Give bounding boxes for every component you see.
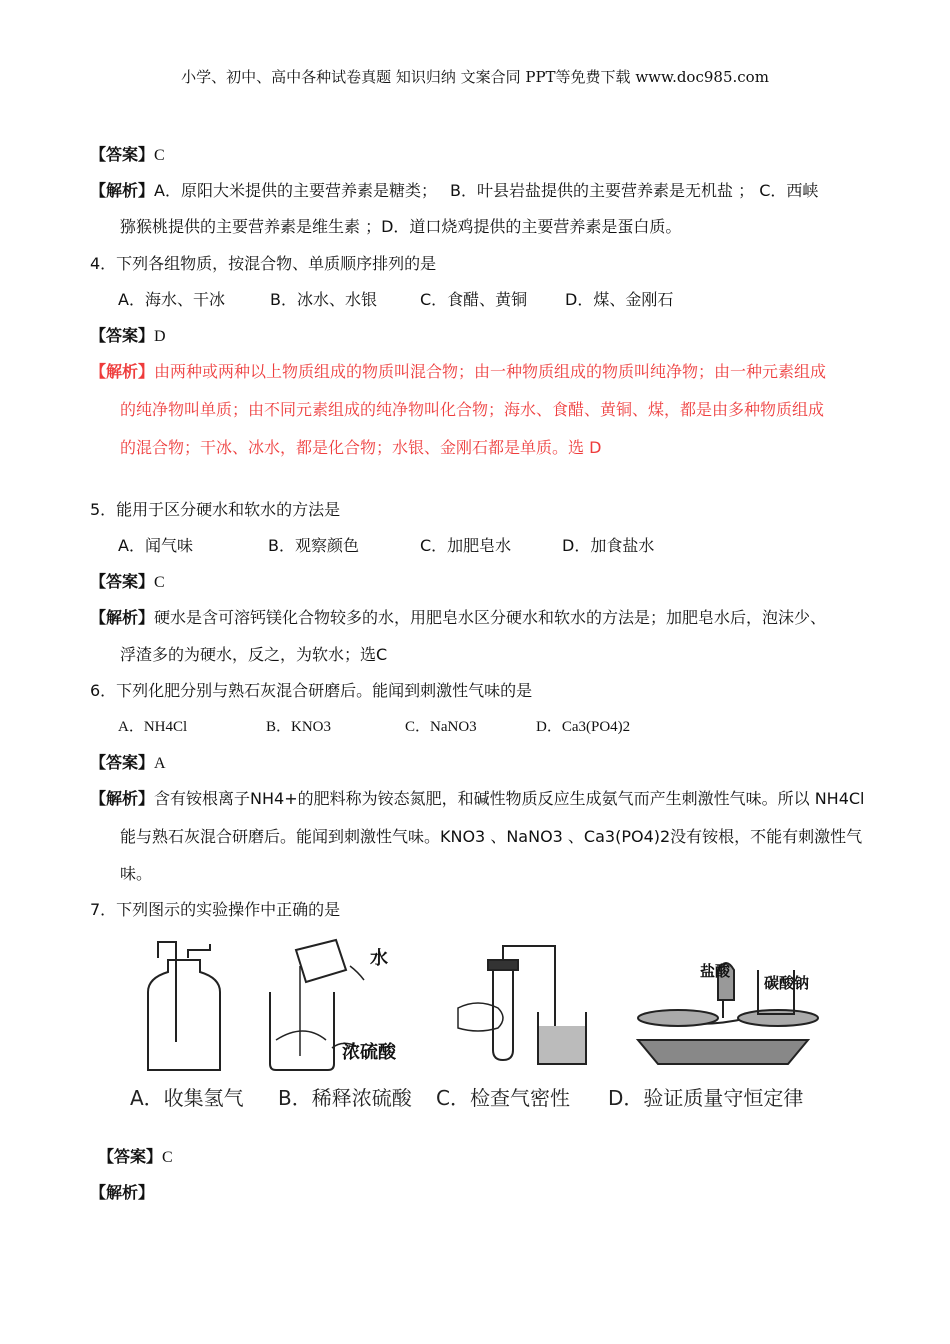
q6-analysis-line2: 能与熟石灰混合研磨后。能闻到刺激性气味。KNO3 、NaNO3 、Ca3(PO4)2没有铵根，不能有刺激性气 bbox=[120, 827, 863, 846]
airtightness-setup-icon bbox=[458, 946, 586, 1064]
label-hydrochloric-acid: 盐酸 bbox=[700, 962, 731, 980]
label-sodium-carbonate: 碳酸钠 bbox=[764, 974, 810, 992]
q6-option-b: B．KNO3 bbox=[266, 719, 332, 735]
q7-experiment-figure bbox=[118, 930, 838, 1110]
figure-captions bbox=[118, 1078, 838, 1108]
gas-bottle-icon bbox=[148, 942, 220, 1070]
q5-answer bbox=[90, 571, 165, 594]
caption-b: B．稀释浓硫酸 bbox=[278, 1086, 412, 1110]
q4-option-a: A．海水、干冰 bbox=[118, 290, 225, 309]
answer-value: C bbox=[154, 574, 165, 591]
q4-analysis-line3: 的混合物；干冰、冰水，都是化合物；水银、金刚石都是单质。选 D bbox=[120, 438, 602, 457]
q4-option-d: D．煤、金刚石 bbox=[565, 290, 674, 309]
q5-analysis-line2: 浮渣多的为硬水，反之，为软水；选C bbox=[120, 645, 388, 664]
answer-label: 【答案】 bbox=[90, 326, 155, 345]
page-header: 小学、初中、高中各种试卷真题 知识归纳 文案合同 PPT等免费下载 www.doc985.com bbox=[181, 68, 769, 86]
q6-analysis-line3: 味。 bbox=[120, 864, 153, 883]
q6-stem: 6．下列化肥分别与熟石灰混合研磨后。能闻到刺激性气味的是 bbox=[90, 681, 533, 700]
caption-d: D．验证质量守恒定律 bbox=[608, 1086, 804, 1110]
q5-options bbox=[118, 535, 654, 557]
analysis-label: 【解析】 bbox=[90, 1183, 155, 1202]
q6-answer bbox=[90, 752, 166, 775]
experiment-illustrations bbox=[118, 930, 838, 1078]
analysis-label: 【解析】 bbox=[90, 181, 155, 200]
answer-value: D bbox=[154, 328, 166, 345]
answer-value: A bbox=[154, 755, 166, 772]
answer-label: 【答案】 bbox=[98, 1147, 163, 1166]
q3-analysis-line1 bbox=[90, 180, 818, 202]
analysis-text: 由两种或两种以上物质组成的物质叫混合物；由一种物质组成的物质叫纯净物；由一种元素组成 bbox=[154, 362, 827, 381]
label-water: 水 bbox=[370, 948, 388, 969]
answer-label: 【答案】 bbox=[90, 572, 155, 591]
analysis-label: 【解析】 bbox=[90, 608, 155, 627]
q5-analysis-line1 bbox=[90, 607, 826, 629]
analysis-label: 【解析】 bbox=[90, 789, 155, 808]
q6-options bbox=[118, 716, 630, 738]
caption-a: A．收集氢气 bbox=[130, 1086, 244, 1110]
q4-stem: 4．下列各组物质，按混合物、单质顺序排列的是 bbox=[90, 254, 437, 273]
q7-analysis bbox=[90, 1182, 154, 1204]
q4-option-b: B．冰水、水银 bbox=[270, 290, 377, 309]
caption-c: C．检查气密性 bbox=[436, 1086, 570, 1110]
q5-option-b: B．观察颜色 bbox=[268, 536, 359, 555]
q3-answer bbox=[90, 144, 165, 167]
q5-option-d: D．加食盐水 bbox=[562, 536, 655, 555]
answer-label: 【答案】 bbox=[90, 145, 155, 164]
analysis-text: 含有铵根离子NH4+的肥料称为铵态氮肥，和碱性物质反应生成氨气而产生刺激性气味。所以 NH4Cl bbox=[154, 789, 865, 808]
q5-option-c: C．加肥皂水 bbox=[420, 536, 512, 555]
q4-option-c: C．食醋、黄铜 bbox=[420, 290, 528, 309]
q6-option-a: A．NH4Cl bbox=[118, 719, 188, 735]
q5-option-a: A．闻气味 bbox=[118, 536, 193, 555]
analysis-label: 【解析】 bbox=[90, 362, 155, 381]
analysis-text: 硬水是含可溶钙镁化合物较多的水，用肥皂水区分硬水和软水的方法是；加肥皂水后，泡沫少、 bbox=[154, 608, 827, 627]
q3-analysis-line2: 猕猴桃提供的主要营养素是维生素 ；D．道口烧鸡提供的主要营养素是蛋白质。 bbox=[120, 217, 682, 236]
q6-option-d: D．Ca3(PO4)2 bbox=[536, 719, 631, 735]
q6-option-c: C．NaNO3 bbox=[405, 719, 477, 735]
q4-options bbox=[118, 289, 673, 311]
q6-analysis-line1 bbox=[90, 788, 865, 810]
q7-stem: 7．下列图示的实验操作中正确的是 bbox=[90, 900, 341, 919]
answer-value: C bbox=[154, 147, 165, 164]
answer-label: 【答案】 bbox=[90, 753, 155, 772]
label-conc-sulfuric-acid: 浓硫酸 bbox=[342, 1042, 396, 1063]
q7-answer bbox=[98, 1146, 173, 1169]
analysis-text: A．原阳大米提供的主要营养素是糖类； B．叶县岩盐提供的主要营养素是无机盐 ； C．西峡 bbox=[154, 181, 819, 200]
q5-stem: 5．能用于区分硬水和软水的方法是 bbox=[90, 500, 341, 519]
q4-analysis-line2: 的纯净物叫单质；由不同元素组成的纯净物叫化合物；海水、食醋、黄铜、煤，都是由多种物质组成 bbox=[120, 400, 825, 419]
q4-analysis-line1 bbox=[90, 361, 826, 383]
q4-answer bbox=[90, 325, 166, 348]
answer-value: C bbox=[162, 1149, 173, 1166]
